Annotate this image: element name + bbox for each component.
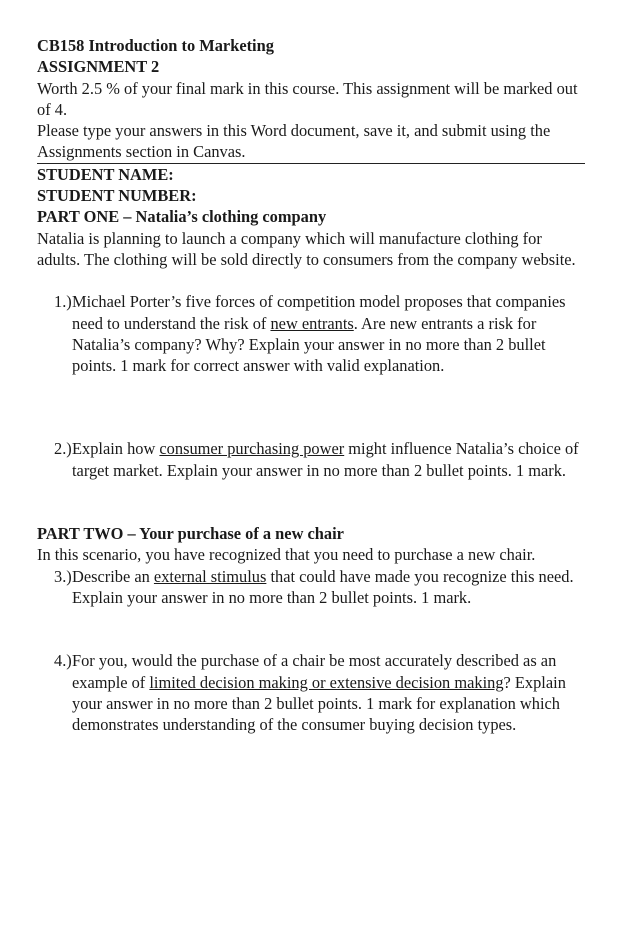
question-2-key-term: consumer purchasing power xyxy=(159,439,345,459)
question-4-text-start: For you, would the purchase of a chair be most accurately described as an example of xyxy=(72,651,557,692)
question-4-text-end: ? Explain your answer in no more than 2 bullet points. 1 mark for explanation which demonstrates understanding of the consumer buying decision types. xyxy=(72,672,566,735)
question-1 xyxy=(37,291,585,376)
question-1-text-start: Michael Porter’s five forces of competition model proposes that companies need to understand the risk of xyxy=(72,292,566,333)
student-name-label: STUDENT NAME: xyxy=(37,164,174,184)
question-2-number: 2.) xyxy=(54,439,72,459)
part-one-title: PART ONE – Natalia’s clothing company xyxy=(37,207,327,227)
question-2-text-end: might influence Natalia’s choice of target market. Explain your answer in no more than 2 bullet points. 1 mark. xyxy=(72,439,579,480)
question-4-key-term: limited decision making or extensive decision making xyxy=(149,672,504,692)
assignment-title: ASSIGNMENT 2 xyxy=(37,57,160,77)
question-1-key-term: new entrants xyxy=(270,313,354,333)
question-1-number: 1.) xyxy=(54,292,72,312)
question-3-number: 3.) xyxy=(54,566,72,586)
question-3 xyxy=(37,566,585,609)
question-2-text-start: Explain how xyxy=(72,439,160,459)
instructions-text: Please type your answers in this Word document, save it, and submit using the Assignments section in Canvas. xyxy=(37,120,585,164)
course-title: CB158 Introduction to Marketing xyxy=(37,36,274,55)
question-3-text-end: that could have made you recognize this need. Explain your answer in no more than 2 bullet points. 1 mark. xyxy=(72,566,574,607)
worth-text: Worth 2.5 % of your final mark in this course. This assignment will be marked out of 4. xyxy=(37,78,578,119)
part-two-intro: In this scenario, you have recognized that you need to purchase a new chair. xyxy=(37,545,536,565)
question-3-text-start: Describe an xyxy=(72,566,154,586)
question-4 xyxy=(37,650,585,735)
document-page xyxy=(37,35,585,735)
question-2 xyxy=(37,438,585,481)
question-3-key-term: external stimulus xyxy=(153,566,267,586)
question-1-text-end: . Are new entrants a risk for Natalia’s company? Why? Explain your answer in no more than 2 bullet points. 1 mark for correct answer with valid explanation. xyxy=(72,313,546,376)
part-one-intro: Natalia is planning to launch a company which will manufacture clothing for adults. The clothing will be sold directly to consumers from the company website. xyxy=(37,228,576,269)
question-4-number: 4.) xyxy=(54,651,72,671)
part-two-title: PART TWO – Your purchase of a new chair xyxy=(37,524,344,544)
student-number-label: STUDENT NUMBER: xyxy=(37,186,197,206)
